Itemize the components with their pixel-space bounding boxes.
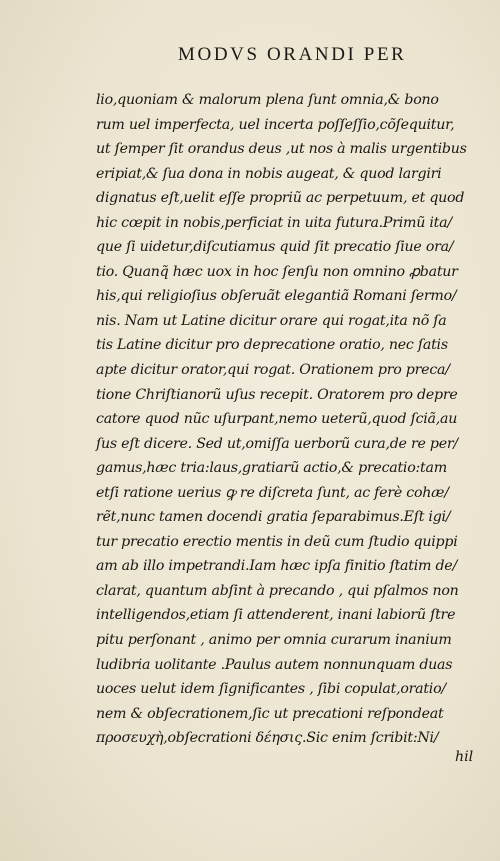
text-line: hic cœpit in nobis,perficiat in uita futura.Primũ ita/ bbox=[96, 214, 452, 231]
text-line: am ab illo impetrandi.Iam hæc ipſa finitio ſtatim de/ bbox=[96, 558, 457, 575]
body-text bbox=[96, 88, 496, 751]
text-line: rum uel imperfecta, uel incerta poſſeſſio,cõſequitur, bbox=[96, 116, 455, 133]
text-line: catore quod nũc uſurpant,nemo ueterũ,quod ſciã,au bbox=[96, 411, 458, 428]
text-line: apte dicitur orator,qui rogat. Orationem pro preca/ bbox=[96, 362, 450, 379]
catchword: hil bbox=[455, 749, 474, 765]
text-line: uoces uelut idem ſignificantes , ſibi copulat,oratio/ bbox=[96, 681, 446, 698]
text-line: pitu perſonant , animo per omnia curarum inanium bbox=[96, 632, 452, 649]
text-line: his,qui religioſius obſeruãt elegantiã Romani ſermo/ bbox=[96, 288, 457, 305]
text-line: nis. Nam ut Latine dicitur orare qui rogat,ita nõ ſa bbox=[96, 312, 447, 329]
text-line: tione Chriſtianorũ uſus recepit. Oratorem pro depre bbox=[96, 386, 458, 403]
text-line: clarat, quantum abſint à precando , qui pſalmos non bbox=[96, 582, 459, 599]
text-line: gamus,hæc tria:laus,gratiarũ actio,& precatio:tam bbox=[96, 460, 447, 477]
text-line: ut ſemper ſit orandus deus ,ut nos à malis urgentibus bbox=[96, 141, 467, 158]
text-line: rẽt,nunc tamen docendi gratia ſeparabimus.Eſt igi/ bbox=[96, 509, 451, 526]
text-line: nem & obſecrationem,ſic ut precationi reſpondeat bbox=[96, 705, 444, 722]
text-line: etſi ratione uerius ꝙ re diſcreta ſunt, ac ferè cohæ/ bbox=[96, 484, 449, 501]
text-line: προσευχὴ,obſecrationi δέησις.Sic enim ſcribit:Ni/ bbox=[96, 730, 439, 747]
text-line: tis Latine dicitur pro deprecatione oratio, nec ſatis bbox=[96, 337, 448, 354]
text-line: dignatus eſt,uelit eſſe propriũ ac perpetuum, et quod bbox=[96, 190, 465, 207]
text-line: eripiat,& ſua dona in nobis augeat, & quod largiri bbox=[96, 165, 442, 182]
text-line: tur precatio erectio mentis in deũ cum ſtudio quippi bbox=[96, 533, 458, 550]
text-line: tio. Quanq̃ hæc uox in hoc ſenſu non omnino ꝓbatur bbox=[96, 263, 458, 280]
running-head: MODVS ORANDI PER bbox=[178, 44, 407, 65]
text-line: lio,quoniam & malorum plena ſunt omnia,& bono bbox=[96, 92, 439, 108]
text-line: ludibria uolitante .Paulus autem nonnunquam duas bbox=[96, 656, 453, 673]
text-line: ſus eſt dicere. Sed ut,omiſſa uerborũ cura,de re per/ bbox=[96, 435, 458, 452]
text-line: que ſi uidetur,diſcutiamus quid ſit precatio ſiue ora/ bbox=[96, 239, 454, 256]
text-line: intelligendos,etiam ſi attenderent, inani labiorũ ſtre bbox=[96, 607, 456, 624]
